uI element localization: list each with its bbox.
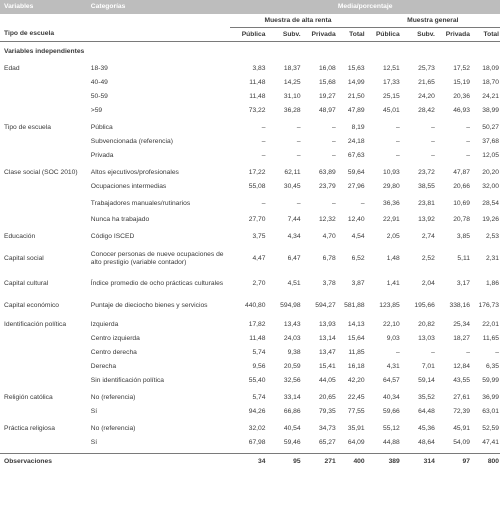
section-row [0,42,500,63]
value-cell: – [296,138,301,146]
value-cell: 42,20 [347,377,365,385]
value-cell: 20,20 [482,169,499,177]
value-cell: 17,52 [453,65,470,73]
variable-label: Clase social (SOC 2010) [4,169,78,177]
value-cell: 36,36 [382,199,400,207]
obs-cell: 314 [401,454,436,470]
table-row [0,121,500,135]
table-row [0,213,500,227]
table-row [0,274,500,293]
category-label: Centro derecha [90,349,137,357]
category-label: Código ISCED [90,233,135,241]
category-label: Sí [90,439,98,447]
col-header-total-alta: Total [337,28,366,42]
value-cell: 63,89 [318,169,336,177]
col-header-privada-general: Privada [436,28,471,42]
value-cell: 19,27 [318,93,336,101]
variable-label: Tipo de escuela [4,124,51,132]
category-label: Subvencionada (referencia) [90,138,173,146]
value-cell: 32,00 [482,183,499,191]
category-label: 40-49 [90,79,108,87]
value-cell: 33,14 [283,394,301,402]
value-cell: 2,52 [421,255,435,263]
category-label: Nunca ha trabajado [90,216,150,224]
value-cell: 48,97 [318,107,336,115]
value-cell: 5,74 [252,349,266,357]
value-cell: 20,78 [453,216,470,224]
value-cell: – [261,124,266,132]
value-cell: 17,33 [382,79,400,87]
value-cell: – [431,349,435,357]
value-cell: 1,86 [485,279,499,287]
value-cell: 25,15 [382,93,400,101]
value-cell: – [331,138,336,146]
value-cell: 13,43 [283,321,301,329]
col-header-subv-general: Subv. [401,28,436,42]
variable-label: Capital cultural [4,279,49,287]
section-label: Variables independientes [4,48,85,56]
header-row-columns [0,28,500,42]
value-cell: 40,34 [382,394,400,402]
value-cell: – [431,124,435,132]
value-cell: 64,48 [418,408,435,416]
variable-label: Identificación política [4,321,67,329]
value-cell: 66,86 [283,408,301,416]
value-cell: 55,08 [248,183,266,191]
value-cell: 338,16 [449,301,470,309]
value-cell: 4,70 [322,233,336,241]
value-cell: 2,70 [252,279,266,287]
value-cell: 40,54 [283,425,301,433]
value-cell: 18,27 [453,335,470,343]
value-cell: 45,36 [418,425,435,433]
value-cell: 32,56 [283,377,301,385]
value-cell: 24,03 [283,335,301,343]
value-cell: 27,96 [347,183,365,191]
value-cell: – [261,152,266,160]
value-cell: 6,52 [351,255,365,263]
value-cell: 59,99 [482,377,499,385]
table-row [0,391,500,405]
value-cell: – [296,124,301,132]
table-row [0,318,500,332]
value-cell: 63,01 [482,408,499,416]
value-cell: 45,01 [382,107,400,115]
category-label: No (referencia) [90,425,136,433]
value-cell: 581,88 [344,301,365,309]
value-cell: 123,85 [379,301,400,309]
value-cell: 59,14 [418,377,435,385]
observations-row [0,454,500,470]
value-cell: 52,59 [482,425,499,433]
value-cell: 25,34 [453,321,470,329]
variable-label: Práctica religiosa [4,425,55,433]
value-cell: 59,66 [382,408,400,416]
value-cell: 20,66 [453,183,470,191]
value-cell: 65,27 [318,439,336,447]
value-cell: 5,74 [252,394,266,402]
col-header-subv-alta: Subv. [266,28,301,42]
value-cell: 22,01 [482,321,499,329]
table-row [0,247,500,271]
value-cell: 73,22 [248,107,266,115]
col-header-media: Media/porcentaje [337,3,393,11]
value-cell: 17,22 [248,169,266,177]
category-label: Índice promedio de ocho prácticas culturales [90,279,224,287]
value-cell: 32,02 [248,425,266,433]
value-cell: 13,03 [418,335,435,343]
header-row-samples [0,14,500,28]
variable-label: Educación [4,233,36,241]
value-cell: 43,55 [453,377,470,385]
value-cell: 67,98 [248,439,266,447]
value-cell: 11,65 [482,335,499,343]
table-row [0,149,500,163]
table-row [0,104,500,118]
value-cell: – [261,199,266,207]
category-label: Trabajadores manuales/rutinarios [90,199,191,207]
value-cell: 17,82 [248,321,266,329]
value-cell: 48,64 [418,439,435,447]
value-cell: 12,32 [318,216,336,224]
value-cell: 6,35 [485,363,499,371]
col-header-tipo-escuela: Tipo de escuela [0,28,230,42]
value-cell: 28,42 [418,107,435,115]
variable-label: Religión católica [4,394,53,402]
value-cell: 440,80 [245,301,266,309]
value-cell: 9,56 [252,363,266,371]
table-row [0,135,500,149]
obs-cell: 389 [366,454,401,470]
value-cell: – [360,199,365,207]
col-header-privada-alta: Privada [302,28,337,42]
value-cell: 11,48 [249,335,266,343]
value-cell: 7,01 [421,363,435,371]
value-cell: 12,51 [382,65,400,73]
obs-cell: 97 [436,454,471,470]
value-cell: 14,99 [347,79,365,87]
value-cell: 30,45 [283,183,301,191]
category-label: Privada [90,152,114,160]
value-cell: 38,99 [482,107,499,115]
value-cell: – [431,152,435,160]
value-cell: 64,09 [347,439,365,447]
value-cell: 21,65 [418,79,435,87]
value-cell: 21,50 [347,93,365,101]
value-cell: 22,10 [382,321,400,329]
value-cell: – [331,152,336,160]
value-cell: 24,21 [482,93,499,101]
value-cell: 64,57 [382,377,400,385]
category-label: Puntaje de dieciocho bienes y servicios [90,301,208,309]
value-cell: 23,79 [318,183,336,191]
value-cell: 11,48 [249,79,266,87]
table-row [0,374,500,388]
value-cell: 11,48 [249,93,266,101]
col-header-publica-general: Pública [366,28,401,42]
value-cell: 20,36 [453,93,470,101]
value-cell: 195,66 [414,301,435,309]
value-cell: 14,13 [347,321,365,329]
value-cell: 15,63 [347,65,365,73]
value-cell: 31,10 [283,93,301,101]
value-cell: 13,47 [318,349,336,357]
value-cell: 28,54 [482,199,499,207]
value-cell: 20,59 [283,363,301,371]
value-cell: 94,26 [248,408,266,416]
table-row [0,194,500,213]
value-cell: 27,61 [453,394,470,402]
category-label: No (referencia) [90,394,136,402]
obs-cell: 34 [230,454,266,470]
value-cell: 79,35 [318,408,336,416]
table-row [0,422,500,436]
value-cell: 55,12 [382,425,400,433]
value-cell: 14,25 [283,79,301,87]
value-cell: 44,05 [318,377,336,385]
value-cell: 11,85 [348,349,365,357]
value-cell: 13,14 [318,335,336,343]
sample-header-general: Muestra general [366,14,500,28]
value-cell: 2,31 [485,255,499,263]
table-row [0,166,500,180]
value-cell: 20,82 [418,321,435,329]
value-cell: 50,27 [482,124,499,132]
table-row [0,76,500,90]
value-cell: 59,64 [347,169,365,177]
table-row [0,360,500,374]
category-label: Sí [90,408,98,416]
value-cell: 3,78 [322,279,336,287]
obs-cell: 271 [302,454,337,470]
col-header-categorias: Categorías [90,3,126,11]
value-cell: – [431,138,435,146]
obs-cell: 800 [471,454,500,470]
value-cell: 3,75 [252,233,266,241]
obs-cell: 400 [337,454,366,470]
value-cell: 55,40 [248,377,266,385]
value-cell: 13,92 [418,216,435,224]
value-cell: 16,18 [347,363,365,371]
value-cell: 34,73 [318,425,336,433]
value-cell: – [466,349,470,357]
value-cell: 10,93 [382,169,400,177]
value-cell: 23,81 [418,199,435,207]
value-cell: 12,84 [453,363,470,371]
category-label: Pública [90,124,113,132]
value-cell: 20,65 [318,394,336,402]
category-label: 18-39 [90,65,108,73]
value-cell: 77,55 [347,408,365,416]
value-cell: 22,45 [347,394,365,402]
value-cell: – [396,152,400,160]
table-row [0,332,500,346]
value-cell: 18,37 [283,65,301,73]
value-cell: – [466,138,470,146]
category-label: Derecha [90,363,117,371]
table-row [0,230,500,244]
value-cell: 35,91 [347,425,365,433]
value-cell: 16,08 [318,65,336,73]
value-cell: 29,80 [382,183,400,191]
obs-cell: 95 [266,454,301,470]
value-cell: 10,69 [453,199,470,207]
col-header-total-general: Total [471,28,500,42]
value-cell: 8,19 [351,124,365,132]
value-cell: 12,05 [482,152,499,160]
variable-label: Edad [4,65,20,73]
variable-label: Capital social [4,255,44,263]
value-cell: 1,41 [386,279,400,287]
value-cell: 62,11 [284,169,301,177]
value-cell: 45,91 [453,425,470,433]
value-cell: – [296,152,301,160]
value-cell: 46,93 [453,107,470,115]
category-label: 50-59 [90,93,108,101]
sample-header-alta-renta: Muestra de alta renta [230,14,365,28]
value-cell: – [466,152,470,160]
value-cell: 18,70 [482,79,499,87]
value-cell: 47,87 [453,169,470,177]
value-cell: 4,51 [287,279,301,287]
value-cell: 59,46 [283,439,301,447]
value-cell: 15,41 [318,363,336,371]
value-cell: 4,54 [351,233,365,241]
value-cell: 3,17 [456,279,470,287]
value-cell: 67,63 [347,152,365,160]
table-row [0,346,500,360]
value-cell: 35,52 [418,394,435,402]
value-cell: 13,93 [318,321,336,329]
value-cell: 3,87 [351,279,365,287]
value-cell: 2,05 [386,233,400,241]
value-cell: 6,47 [287,255,301,263]
value-cell: 44,88 [382,439,400,447]
value-cell: 3,83 [252,65,266,73]
value-cell: 15,68 [318,79,336,87]
observations-label: Observaciones [0,454,88,470]
category-label: >59 [90,107,103,115]
value-cell: 47,41 [482,439,499,447]
value-cell: 27,70 [248,216,266,224]
table-row [0,436,500,450]
category-label: Sin identificación política [90,377,165,385]
value-cell: – [396,124,400,132]
col-header-variables: Variables [4,3,34,11]
header-row-main [0,0,500,14]
value-cell: 2,74 [421,233,435,241]
table-row [0,296,500,315]
value-cell: 1,48 [386,255,400,263]
value-cell: 24,18 [347,138,365,146]
value-cell: – [466,124,470,132]
value-cell: 47,89 [347,107,365,115]
value-cell: 4,34 [287,233,301,241]
value-cell: 7,44 [287,216,301,224]
value-cell: – [261,138,266,146]
value-cell: 9,03 [386,335,400,343]
value-cell: 24,20 [418,93,435,101]
table-row [0,405,500,419]
value-cell: 18,09 [482,65,499,73]
value-cell: 37,68 [482,138,499,146]
col-header-publica-alta: Pública [230,28,266,42]
variable-label: Capital económico [4,301,60,309]
value-cell: 176,73 [478,301,499,309]
value-cell: 5,11 [457,255,470,263]
value-cell: 2,53 [485,233,499,241]
value-cell: 25,73 [418,65,435,73]
value-cell: 36,99 [482,394,499,402]
value-cell: 15,64 [347,335,365,343]
value-cell: 3,85 [456,233,470,241]
value-cell: 23,72 [418,169,435,177]
category-label: Izquierda [90,321,119,329]
table-row [0,180,500,194]
value-cell: – [396,138,400,146]
value-cell: 6,78 [322,255,336,263]
category-label: Altos ejecutivos/profesionales [90,169,179,177]
value-cell: 9,38 [287,349,301,357]
value-cell: – [495,349,499,357]
category-label: Ocupaciones intermedias [90,183,167,191]
table-row [0,90,500,104]
value-cell: 72,39 [453,408,470,416]
value-cell: 12,40 [347,216,365,224]
value-cell: 594,27 [315,301,336,309]
value-cell: – [296,199,301,207]
category-label: Centro izquierda [90,335,140,343]
value-cell: – [331,124,336,132]
value-cell: – [396,349,400,357]
value-cell: 2,04 [421,279,435,287]
value-cell: 54,09 [453,439,470,447]
value-cell: 4,31 [386,363,400,371]
value-cell: 19,26 [482,216,499,224]
value-cell: 4,47 [252,255,266,263]
value-cell: 38,55 [418,183,435,191]
value-cell: – [331,199,336,207]
value-cell: 15,19 [453,79,470,87]
value-cell: 36,28 [283,107,301,115]
category-label: Conocer personas de nueve ocupaciones de alto prestigio (variable contador) [90,251,224,266]
value-cell: 22,91 [382,216,400,224]
value-cell: 594,98 [280,301,301,309]
table-row [0,62,500,76]
